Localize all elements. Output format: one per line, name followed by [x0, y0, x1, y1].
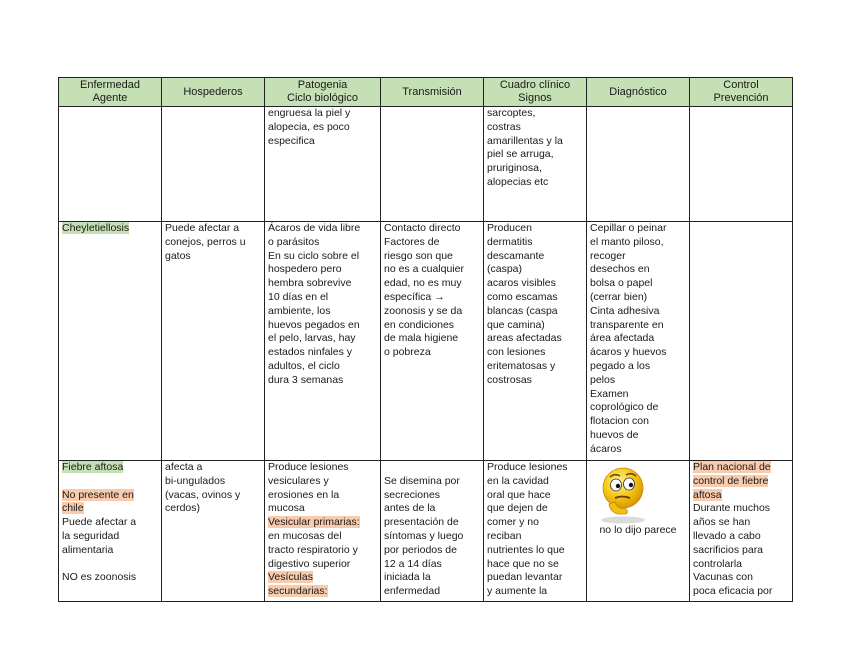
- text-line: años se han: [693, 516, 751, 529]
- cell-enfermedad: [59, 222, 162, 461]
- text-line: secreciones: [384, 488, 441, 501]
- text-line: digestivo superior: [268, 557, 351, 570]
- text-line: por periodos de: [384, 543, 457, 556]
- text-line: Examen: [590, 387, 629, 400]
- text-line: riesgo son que: [384, 249, 453, 262]
- cell-diagnostico: [587, 461, 690, 602]
- text-line: hospedero pero: [268, 263, 342, 276]
- text-line: bi-ungulados: [165, 474, 226, 487]
- header-label: Patogenia: [297, 79, 348, 91]
- cell-patogenia: [265, 461, 381, 602]
- text-line: recoger: [590, 249, 626, 262]
- header-control: [690, 78, 793, 107]
- header-label: Prevención: [713, 92, 769, 104]
- text-line: (caspa): [487, 263, 523, 276]
- header-diagnostico: [587, 78, 690, 107]
- text-line: que dejen de: [487, 502, 548, 515]
- text-line: ácaros: [590, 442, 622, 455]
- header-row: [59, 78, 793, 107]
- text-line: especifica: [268, 134, 315, 147]
- cell-diagnostico: [587, 222, 690, 461]
- text-line: específica →: [384, 290, 445, 303]
- text-line: hace que no se: [487, 557, 559, 570]
- text-line: como escamas: [487, 290, 558, 303]
- text-line: la seguridad: [62, 529, 120, 542]
- disease-name-fiebre-aftosa: Fiebre aftosa: [62, 461, 124, 473]
- text-line: que camina): [487, 318, 545, 331]
- seguridad-note: [62, 516, 158, 557]
- text-line: en condiciones: [384, 318, 455, 331]
- cell-control: [690, 461, 793, 602]
- text-line: eritematosas y: [487, 359, 556, 372]
- text-line: erosiones en la: [268, 488, 340, 501]
- text-line: Producen: [487, 222, 532, 234]
- text-line: afecta a: [165, 461, 203, 473]
- text-line: bolsa o papel: [590, 277, 653, 290]
- text-line: presentación de: [384, 516, 459, 529]
- cell-hospederos: [162, 222, 265, 461]
- header-hospederos: [162, 78, 265, 107]
- text-line: 12 a 14 días: [384, 557, 442, 570]
- vesiculas-secundarias-label: [268, 571, 377, 599]
- patogenia-mucosas: [268, 530, 377, 571]
- text-line: el manto piloso,: [590, 235, 664, 248]
- disease-table: [58, 77, 793, 602]
- text-line: o parásitos: [268, 235, 320, 248]
- text-line: alopecias etc: [487, 175, 549, 188]
- text-line: llevado a cabo: [693, 529, 761, 542]
- text-line: área afectada: [590, 332, 655, 345]
- text-line: iniciada la: [384, 571, 431, 584]
- header-label: Signos: [518, 92, 552, 104]
- text-line: ambiente, los: [268, 304, 331, 317]
- text-line: poca eficacia por: [693, 585, 773, 598]
- text-line: huevos pegados en: [268, 318, 360, 331]
- text-line: zoonosis y se da: [384, 304, 463, 317]
- text-line: comer y no: [487, 516, 539, 529]
- text-line: dura 3 semanas: [268, 373, 344, 386]
- text-line: En su ciclo sobre el: [268, 249, 360, 262]
- control-text: [693, 502, 789, 599]
- text-line: alopecia, es poco: [268, 120, 350, 133]
- text-line: (cerrar bien): [590, 290, 648, 303]
- cell-transmision: [381, 222, 484, 461]
- text-line: Puede afectar a: [62, 516, 137, 529]
- text-line: estados ninfales y: [268, 346, 353, 359]
- header-label: Control: [723, 79, 759, 91]
- text-line: Cepillar o peinar: [590, 222, 667, 234]
- cell-control: [690, 107, 793, 222]
- text-line: vesiculares y: [268, 474, 329, 487]
- highlighted-text-line: Vesículas: [268, 571, 313, 584]
- text-line: Produce lesiones: [487, 461, 568, 473]
- text-line: o pobreza: [384, 346, 431, 359]
- disease-table-page: [58, 77, 792, 602]
- text-line: de mala higiene: [384, 332, 459, 345]
- text-line: piel se arruga,: [487, 148, 554, 161]
- text-line: transparente en: [590, 318, 664, 331]
- text-line: engruesa la piel y: [268, 107, 351, 119]
- text-line: acaros visibles: [487, 277, 556, 290]
- text-line: Ácaros de vida libre: [268, 222, 361, 234]
- text-line: Produce lesiones: [268, 461, 349, 473]
- table-row: [59, 107, 793, 222]
- header-label: Enfermedad: [80, 79, 140, 91]
- text-line: en mucosas del: [268, 529, 342, 542]
- text-line: huevos de: [590, 428, 639, 441]
- header-patogenia: [265, 78, 381, 107]
- text-line: areas afectadas: [487, 332, 562, 345]
- cell-enfermedad: [59, 107, 162, 222]
- text-line: puedan levantar: [487, 571, 563, 584]
- zoonosis-note: NO es zoonosis: [62, 571, 137, 584]
- text-line: el pelo, larvas, hay: [268, 332, 356, 345]
- header-label: Agente: [92, 92, 128, 104]
- text-line: y aumente la: [487, 585, 548, 598]
- cell-hospederos: [162, 107, 265, 222]
- text-line: nutrientes lo que: [487, 543, 565, 556]
- plan-nacional-note: [693, 461, 789, 502]
- no-presente-note: [62, 489, 158, 517]
- highlighted-text-line: aftosa: [693, 488, 722, 501]
- text-line: Factores de: [384, 235, 440, 248]
- header-label: Diagnóstico: [609, 85, 667, 98]
- text-line: en la cavidad: [487, 474, 549, 487]
- highlighted-text-line: control de fiebre: [693, 474, 769, 487]
- cell-cuadro: [484, 107, 587, 222]
- text-line: controlarla: [693, 557, 743, 570]
- text-line: coprológico de: [590, 401, 659, 414]
- text-line: ácaros y huevos: [590, 346, 667, 359]
- cell-cuadro: [484, 222, 587, 461]
- header-label: Hospederos: [183, 85, 243, 98]
- text-line: hembra sobrevive: [268, 277, 352, 290]
- text-line: costrosas: [487, 373, 532, 386]
- header-label: Ciclo biológico: [287, 92, 358, 104]
- highlighted-text-line: Plan nacional de: [693, 461, 771, 473]
- header-enfermedad: [59, 78, 162, 107]
- text-line: Contacto directo: [384, 222, 461, 234]
- table-row: [59, 461, 793, 602]
- text-line: oral que hace: [487, 488, 551, 501]
- text-line: síntomas y luego: [384, 529, 464, 542]
- text-line: pruriginosa,: [487, 162, 542, 175]
- text-line: flotacion con: [590, 415, 649, 428]
- highlighted-text-line: chile: [62, 502, 84, 515]
- header-label: Cuadro clínico: [499, 79, 571, 91]
- text-line: antes de la: [384, 502, 436, 515]
- text-line: Se disemina por: [384, 474, 460, 487]
- text-line: dermatitis: [487, 235, 533, 248]
- text-line: adultos, el ciclo: [268, 359, 340, 372]
- text-line: alimentaria: [62, 543, 114, 556]
- text-line: sacrificios para: [693, 543, 764, 556]
- header-label: Transmisión: [402, 85, 462, 98]
- text-line: Durante muchos: [693, 502, 771, 515]
- text-line: enfermedad: [384, 585, 441, 598]
- text-line: sarcoptes,: [487, 107, 536, 119]
- diagnostico-caption: no lo dijo parece: [599, 524, 677, 536]
- text-line: amarillentas y la: [487, 134, 563, 147]
- cell-hospederos: [162, 461, 265, 602]
- transmision-text: [384, 475, 480, 599]
- text-line: descamante: [487, 249, 545, 262]
- text-line: costras: [487, 120, 521, 133]
- text-line: Cinta adhesiva: [590, 304, 660, 317]
- text-line: desechos en: [590, 263, 650, 276]
- cell-diagnostico: [587, 107, 690, 222]
- cell-transmision: [381, 461, 484, 602]
- text-line: edad, no es muy: [384, 277, 462, 290]
- text-line: conejos, perros u: [165, 235, 246, 248]
- text-line: Vacunas con: [693, 571, 753, 584]
- text-line: pelos: [590, 373, 616, 386]
- text-line: blancas (caspa: [487, 304, 558, 317]
- text-line: no es a cualquier: [384, 263, 464, 276]
- text-line: 10 días en el: [268, 290, 329, 303]
- text-line: pegado a los: [590, 359, 651, 372]
- cell-cuadro: [484, 461, 587, 602]
- highlighted-text-line: No presente en: [62, 488, 134, 501]
- text-line: tracto respiratorio y: [268, 543, 358, 556]
- text-line: Puede afectar a: [165, 222, 240, 234]
- text-line: mucosa: [268, 502, 305, 515]
- header-transmision: [381, 78, 484, 107]
- highlighted-text-line: secundarias:: [268, 585, 328, 598]
- cell-patogenia: [265, 107, 381, 222]
- text-line: con lesiones: [487, 346, 546, 359]
- text-line: gatos: [165, 249, 191, 262]
- text-line: (vacas, ovinos y: [165, 488, 241, 501]
- header-cuadro: [484, 78, 587, 107]
- cell-patogenia: [265, 222, 381, 461]
- text-line: reciban: [487, 529, 522, 542]
- text-line: cerdos): [165, 502, 201, 515]
- cell-transmision: [381, 107, 484, 222]
- disease-name-cheyletiellosis: Cheyletiellosis: [62, 222, 130, 234]
- cell-enfermedad: [59, 461, 162, 602]
- table-row: [59, 222, 793, 461]
- cell-control: [690, 222, 793, 461]
- patogenia-intro: [268, 461, 377, 516]
- vesicular-primarias-label: Vesicular primarias:: [268, 516, 360, 529]
- thinking-emoji-icon: [596, 464, 654, 524]
